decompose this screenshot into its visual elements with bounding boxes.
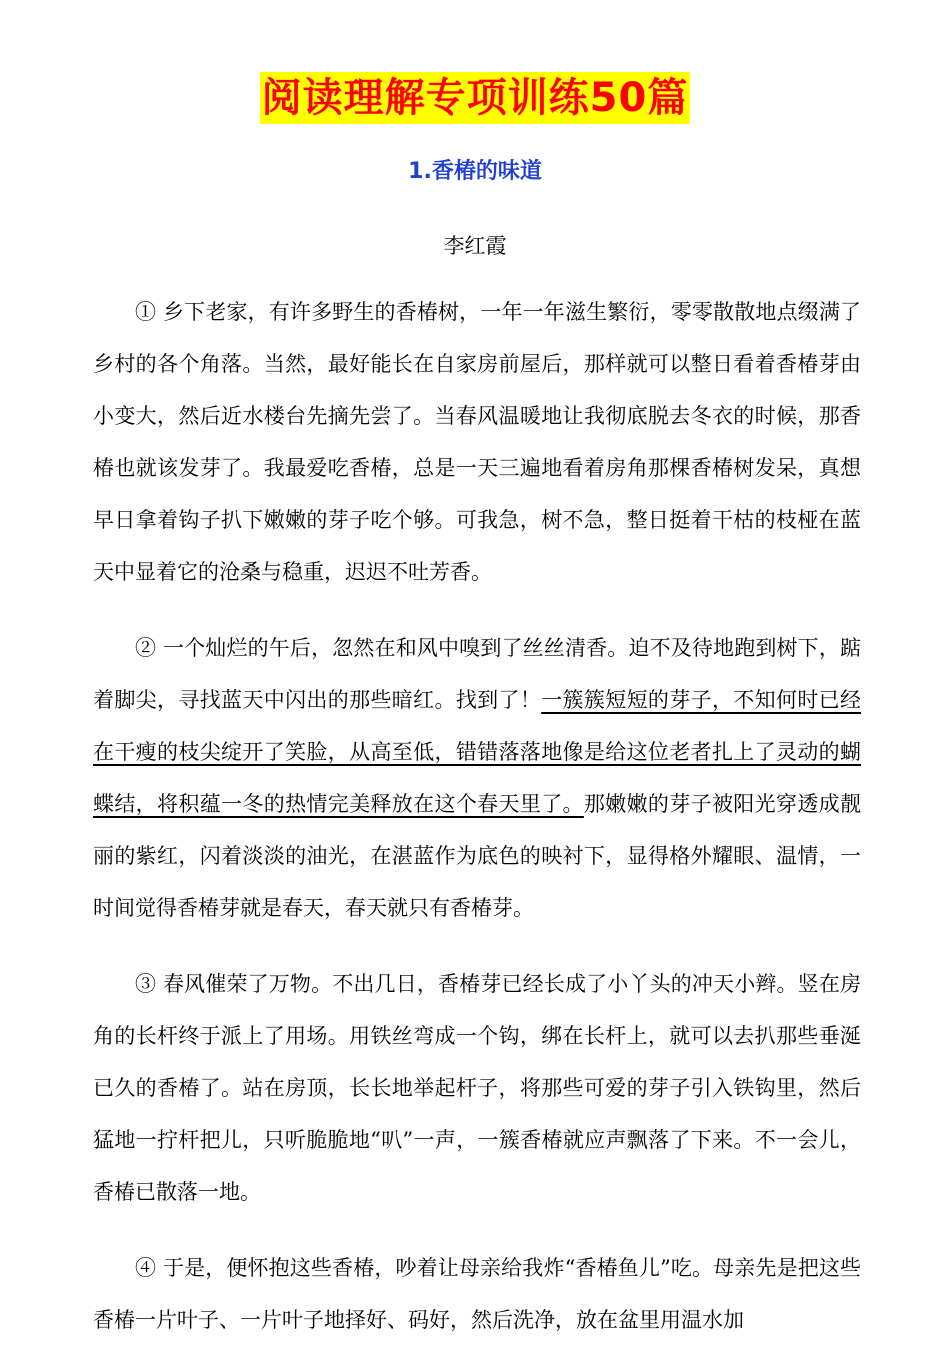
paragraph-1: ① 乡下老家，有许多野生的香椿树，一年一年滋生繁衍，零零散散地点缀满了乡村的各个角落。当然，最好能长在自家房前屋后，那样就可以整日看着香椿芽由小变大，然后近水楼台先摘先尝了。当春风温暖地让我彻底脱去冬衣的时候，那香椿也就该发芽了。我最爱吃香椿，总是一天三遍地看着房角那棵香椿树发呆，真想早日拿着钩子扒下嫩嫩的芽子吃个够。可我急，树不急，整日挺着干枯的枝桠在蓝天中显着它的沧桑与稳重，迟迟不吐芳香。 — [93, 300, 861, 584]
paragraph-2 — [93, 622, 861, 934]
paragraph-2-text-after: 那嫩嫩的芽子被阳光穿透成靓丽的紫红，闪着淡淡的油光，在湛蓝作为底色的映衬下，显得格外耀眼、温情，一时间觉得香椿芽就是春天，春天就只有香椿芽。 — [93, 792, 862, 920]
author-name: 李红霞 — [443, 234, 507, 258]
paragraph-4: ④ 于是，便怀抱这些香椿，吵着让母亲给我炸“香椿鱼儿”吃。母亲先是把这些香椿一片叶子、一片叶子地择好、码好，然后洗净，放在盆里用温水加 — [93, 1256, 861, 1332]
main-title-container — [0, 72, 950, 124]
article-body — [93, 286, 861, 1370]
article-title: 1.香椿的味道 — [408, 159, 542, 184]
paragraph-3: ③ 春风催荣了万物。不出几日，香椿芽已经长成了小丫头的冲天小辫。竖在房角的长杆终于派上了用场。用铁丝弯成一个钩，绑在长杆上，就可以去扒那些垂涎已久的香椿了。站在房顶，长长地举起杆子，将那些可爱的芽子引入铁钩里，然后猛地一拧杆把儿，只听脆脆地“叭”一声，一簇香椿就应声飘落了下来。不一会儿，香椿已散落一地。 — [93, 972, 861, 1204]
paragraph-2-underlined-sentence: 一簇簇短短的芽子，不知何时已经在干瘦的枝尖绽开了笑脸，从高至低，错错落落地像是给这位老者扎上了灵动的蝴蝶结，将积蕴一冬的热情完美释放在这个春天里了。 — [93, 688, 862, 816]
main-title: 阅读理解专项训练50篇 — [260, 72, 691, 124]
paragraph-2-text-before: ② 一个灿烂的午后，忽然在和风中嗅到了丝丝清香。迫不及待地跑到树下，踮着脚尖，寻找蓝天中闪出的那些暗红。找到了！ — [93, 636, 861, 712]
